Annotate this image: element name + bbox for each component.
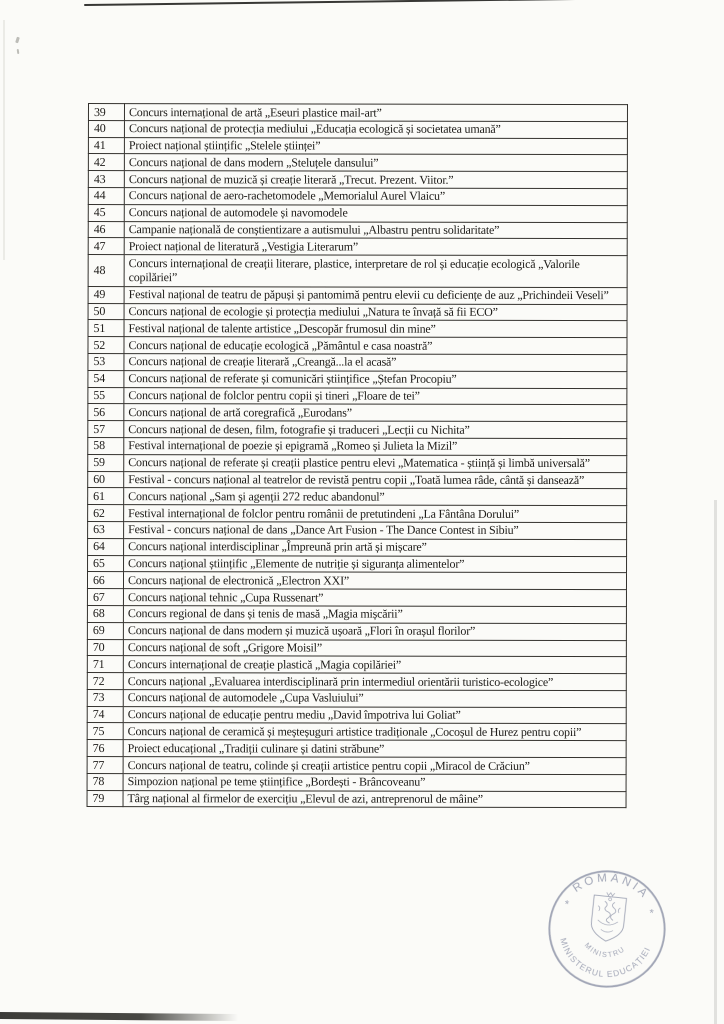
row-number-cell: 41 xyxy=(88,137,124,154)
table-row xyxy=(88,454,627,472)
table-row xyxy=(88,404,627,422)
row-number-cell: 63 xyxy=(88,521,124,538)
row-text-cell: Concurs național de educație pentru mediu „David împotriva lui Goliat” xyxy=(123,706,626,724)
table-row xyxy=(87,656,626,674)
stamp-star-right: * xyxy=(648,907,655,920)
row-text-cell: Concurs național tehnic „Cupa Russenart” xyxy=(123,589,626,607)
row-text-cell: Festival național de talente artistice „Descopăr frumosul din mine” xyxy=(124,320,627,338)
table-row xyxy=(88,437,627,455)
table-row xyxy=(87,605,626,623)
table-row xyxy=(88,171,627,189)
row-number-cell: 72 xyxy=(87,673,123,690)
scan-speck xyxy=(17,49,20,54)
row-number-cell: 44 xyxy=(88,187,124,204)
row-text-cell: Târg național al firmelor de exercițiu „Elevul de azi, antreprenorul de mâine” xyxy=(123,790,626,808)
row-number-cell: 53 xyxy=(88,353,124,370)
row-number-cell: 76 xyxy=(87,740,123,757)
row-text-cell: Concurs național de referate și creații plastice pentru elevi „Matematica - știință și limbă universală” xyxy=(124,454,627,472)
table-row xyxy=(88,154,627,172)
row-text-cell: Proiect național de literatură „Vestigia Literarum” xyxy=(124,238,627,256)
row-text-cell: Concurs național „Sam și agenții 272 reduc abandonul” xyxy=(124,488,627,506)
row-text-cell: Concurs național de teatru, colinde și creații artistice pentru copii „Miracol de Crăciun” xyxy=(123,757,626,775)
row-text-cell: Concurs național de folclor pentru copii și tineri „Floare de tei” xyxy=(124,387,627,405)
stamp-inner-title-text: MINISTRU xyxy=(582,940,627,960)
row-number-cell: 55 xyxy=(88,387,124,404)
stamp-ministry-text: MINISTERUL EDUCAȚIEI xyxy=(558,936,653,980)
table-row xyxy=(88,421,627,439)
row-number-cell: 43 xyxy=(88,171,124,188)
row-text-cell: Concurs național de ceramică și meșteșuguri artistice tradiționale „Cocoșul de Hurez pentru copii” xyxy=(123,723,626,741)
row-number-cell: 70 xyxy=(87,639,123,656)
row-text-cell: Festival internațional de folclor pentru românii de pretutindeni „La Fântâna Dorului” xyxy=(124,505,627,523)
table-row xyxy=(88,555,627,573)
table-row xyxy=(87,757,626,775)
row-text-cell: Concurs internațional de artă „Eseuri plastice mail-art” xyxy=(124,104,627,122)
row-number-cell: 64 xyxy=(88,538,124,555)
table-row xyxy=(88,471,627,489)
row-number-cell: 60 xyxy=(88,471,124,488)
row-number-cell: 65 xyxy=(88,555,124,572)
coat-of-arms-shield xyxy=(590,891,627,943)
row-text-cell: Concurs național de protecția mediului „Educația ecologică și societatea umană” xyxy=(124,120,627,138)
scan-edge-bottom xyxy=(0,1012,238,1021)
row-text-cell: Concurs național de desen, film, fotografie și traduceri „Lecții cu Nichita” xyxy=(124,421,627,439)
table-row xyxy=(88,521,627,539)
row-number-cell: 79 xyxy=(87,790,123,807)
table-row xyxy=(88,221,627,239)
scan-edge-top xyxy=(84,0,724,6)
table-row xyxy=(87,773,626,791)
row-text-cell: Proiect național științific „Stelele științei” xyxy=(124,137,627,155)
table-row xyxy=(87,689,626,707)
table-row xyxy=(87,740,626,758)
row-text-cell: Concurs național de automodele „Cupa Vasluiului” xyxy=(123,689,626,707)
row-number-cell: 77 xyxy=(87,757,123,774)
table-row xyxy=(88,488,627,506)
row-number-cell: 61 xyxy=(88,488,124,505)
row-number-cell: 56 xyxy=(88,404,124,421)
table-row xyxy=(88,120,627,138)
table-row xyxy=(88,187,627,205)
table-row xyxy=(87,790,626,808)
row-number-cell: 48 xyxy=(88,255,124,287)
row-text-cell: Concurs național interdisciplinar „Împreună prin artă și mișcare” xyxy=(124,538,627,556)
scan-speck xyxy=(15,37,20,44)
row-text-cell: Concurs național de creație literară „Creangă...la el acasă” xyxy=(124,354,627,372)
row-number-cell: 68 xyxy=(87,605,123,622)
row-text-cell: Campanie națională de conștientizare a autismului „Albastru pentru solidaritate” xyxy=(124,221,627,239)
table-row xyxy=(87,706,626,724)
table-row xyxy=(88,353,627,371)
row-number-cell: 75 xyxy=(87,723,123,740)
row-text-cell: Concurs național de muzică și creație literară „Trecut. Prezent. Viitor.” xyxy=(124,171,627,189)
row-number-cell: 69 xyxy=(87,622,123,639)
row-number-cell: 78 xyxy=(87,773,123,790)
table-row xyxy=(88,238,627,256)
row-text-cell: Concurs regional de dans și tenis de masă „Magia mișcării” xyxy=(123,605,626,623)
official-stamp xyxy=(520,842,694,1016)
scan-edge-right xyxy=(714,500,717,1024)
row-text-cell: Simpozion național pe teme științifice „Bordești - Brâncoveanu” xyxy=(123,773,626,791)
table-row xyxy=(88,303,627,321)
row-number-cell: 52 xyxy=(88,337,124,354)
table-row xyxy=(88,337,627,355)
row-number-cell: 46 xyxy=(88,221,124,238)
stamp-country-text: ROMÂNIA xyxy=(570,871,653,902)
row-number-cell: 67 xyxy=(87,589,123,606)
row-text-cell: Concurs internațional de creație plastică „Magia copilăriei” xyxy=(123,656,626,674)
row-text-cell: Concurs național de artă coregrafică „Eurodans” xyxy=(124,404,627,422)
table-body xyxy=(87,104,627,809)
row-text-cell: Festival - concurs național al teatrelor de revistă pentru copii „Toată lumea râde, cântă și dansează” xyxy=(124,471,627,489)
row-text-cell: Concurs național de ecologie și protecția mediului „Natura te învață să fii ECO” xyxy=(124,303,627,321)
row-number-cell: 59 xyxy=(88,454,124,471)
row-number-cell: 73 xyxy=(87,689,123,706)
table-row xyxy=(88,320,627,338)
row-text-cell: Concurs național de referate și comunicări științifice „Ștefan Procopiu” xyxy=(124,370,627,388)
row-number-cell: 57 xyxy=(88,421,124,438)
contest-table xyxy=(87,103,628,809)
row-number-cell: 71 xyxy=(87,656,123,673)
row-text-cell: Concurs național științific „Elemente de nutriție și siguranța alimentelor” xyxy=(124,555,627,573)
table-row xyxy=(88,538,627,556)
row-text-cell: Concurs național „Evaluarea interdisciplinară prin intermediul orientării turistico-ecologice” xyxy=(123,673,626,691)
row-number-cell: 54 xyxy=(88,370,124,387)
row-number-cell: 42 xyxy=(88,154,124,171)
table-row xyxy=(88,505,627,523)
row-number-cell: 51 xyxy=(88,320,124,337)
table-row xyxy=(88,104,627,122)
table-row xyxy=(88,286,627,304)
table-row xyxy=(87,673,626,691)
row-number-cell: 66 xyxy=(87,572,123,589)
table-row xyxy=(88,137,627,155)
table-row xyxy=(87,572,626,590)
table-row xyxy=(88,204,627,222)
row-text-cell: Festival - concurs național de dans „Dance Art Fusion - The Dance Contest in Sibiu” xyxy=(124,521,627,539)
row-number-cell: 47 xyxy=(88,238,124,255)
row-text-cell: Festival internațional de poezie și epigramă „Romeo și Julieta la Mizil” xyxy=(124,438,627,456)
table-row xyxy=(87,639,626,657)
row-text-cell: Concurs național de automodele și navomodele xyxy=(124,204,627,222)
row-number-cell: 50 xyxy=(88,303,124,320)
table-row xyxy=(87,622,626,640)
scan-edge-left xyxy=(3,20,5,260)
row-text-cell: Concurs național de aero-rachetomodele „Memorialul Aurel Vlaicu” xyxy=(124,188,627,206)
table-row xyxy=(88,255,627,288)
row-number-cell: 62 xyxy=(88,505,124,522)
row-number-cell: 45 xyxy=(88,204,124,221)
table-row xyxy=(88,387,627,405)
row-text-cell: Concurs național de educație ecologică „Pământul e casa noastră” xyxy=(124,337,627,355)
row-text-cell: Concurs internațional de creații literare, plastice, interpretare de rol și educație ecologică „Valorile copilăriei” xyxy=(124,255,627,288)
table-row xyxy=(87,723,626,741)
table-row xyxy=(88,370,627,388)
row-text-cell: Concurs național de electronică „Electron XXI” xyxy=(123,572,626,590)
row-text-cell: Festival național de teatru de păpuși și pantomimă pentru elevii cu deficiențe de auz „Prichindeii Veseli” xyxy=(124,286,627,304)
row-text-cell: Concurs național de dans modern „Steluțele dansului” xyxy=(124,154,627,172)
row-number-cell: 49 xyxy=(88,286,124,303)
stamp-star-left: * xyxy=(564,898,570,911)
row-number-cell: 74 xyxy=(87,706,123,723)
row-number-cell: 39 xyxy=(88,104,124,121)
row-number-cell: 40 xyxy=(88,120,124,137)
table-row xyxy=(87,589,626,607)
row-text-cell: Concurs național de soft „Grigore Moisil” xyxy=(123,639,626,657)
row-text-cell: Concurs național de dans modern și muzică ușoară „Flori în orașul florilor” xyxy=(123,622,626,640)
row-number-cell: 58 xyxy=(88,437,124,454)
row-text-cell: Proiect educațional „Tradiții culinare și datini străbune” xyxy=(123,740,626,758)
